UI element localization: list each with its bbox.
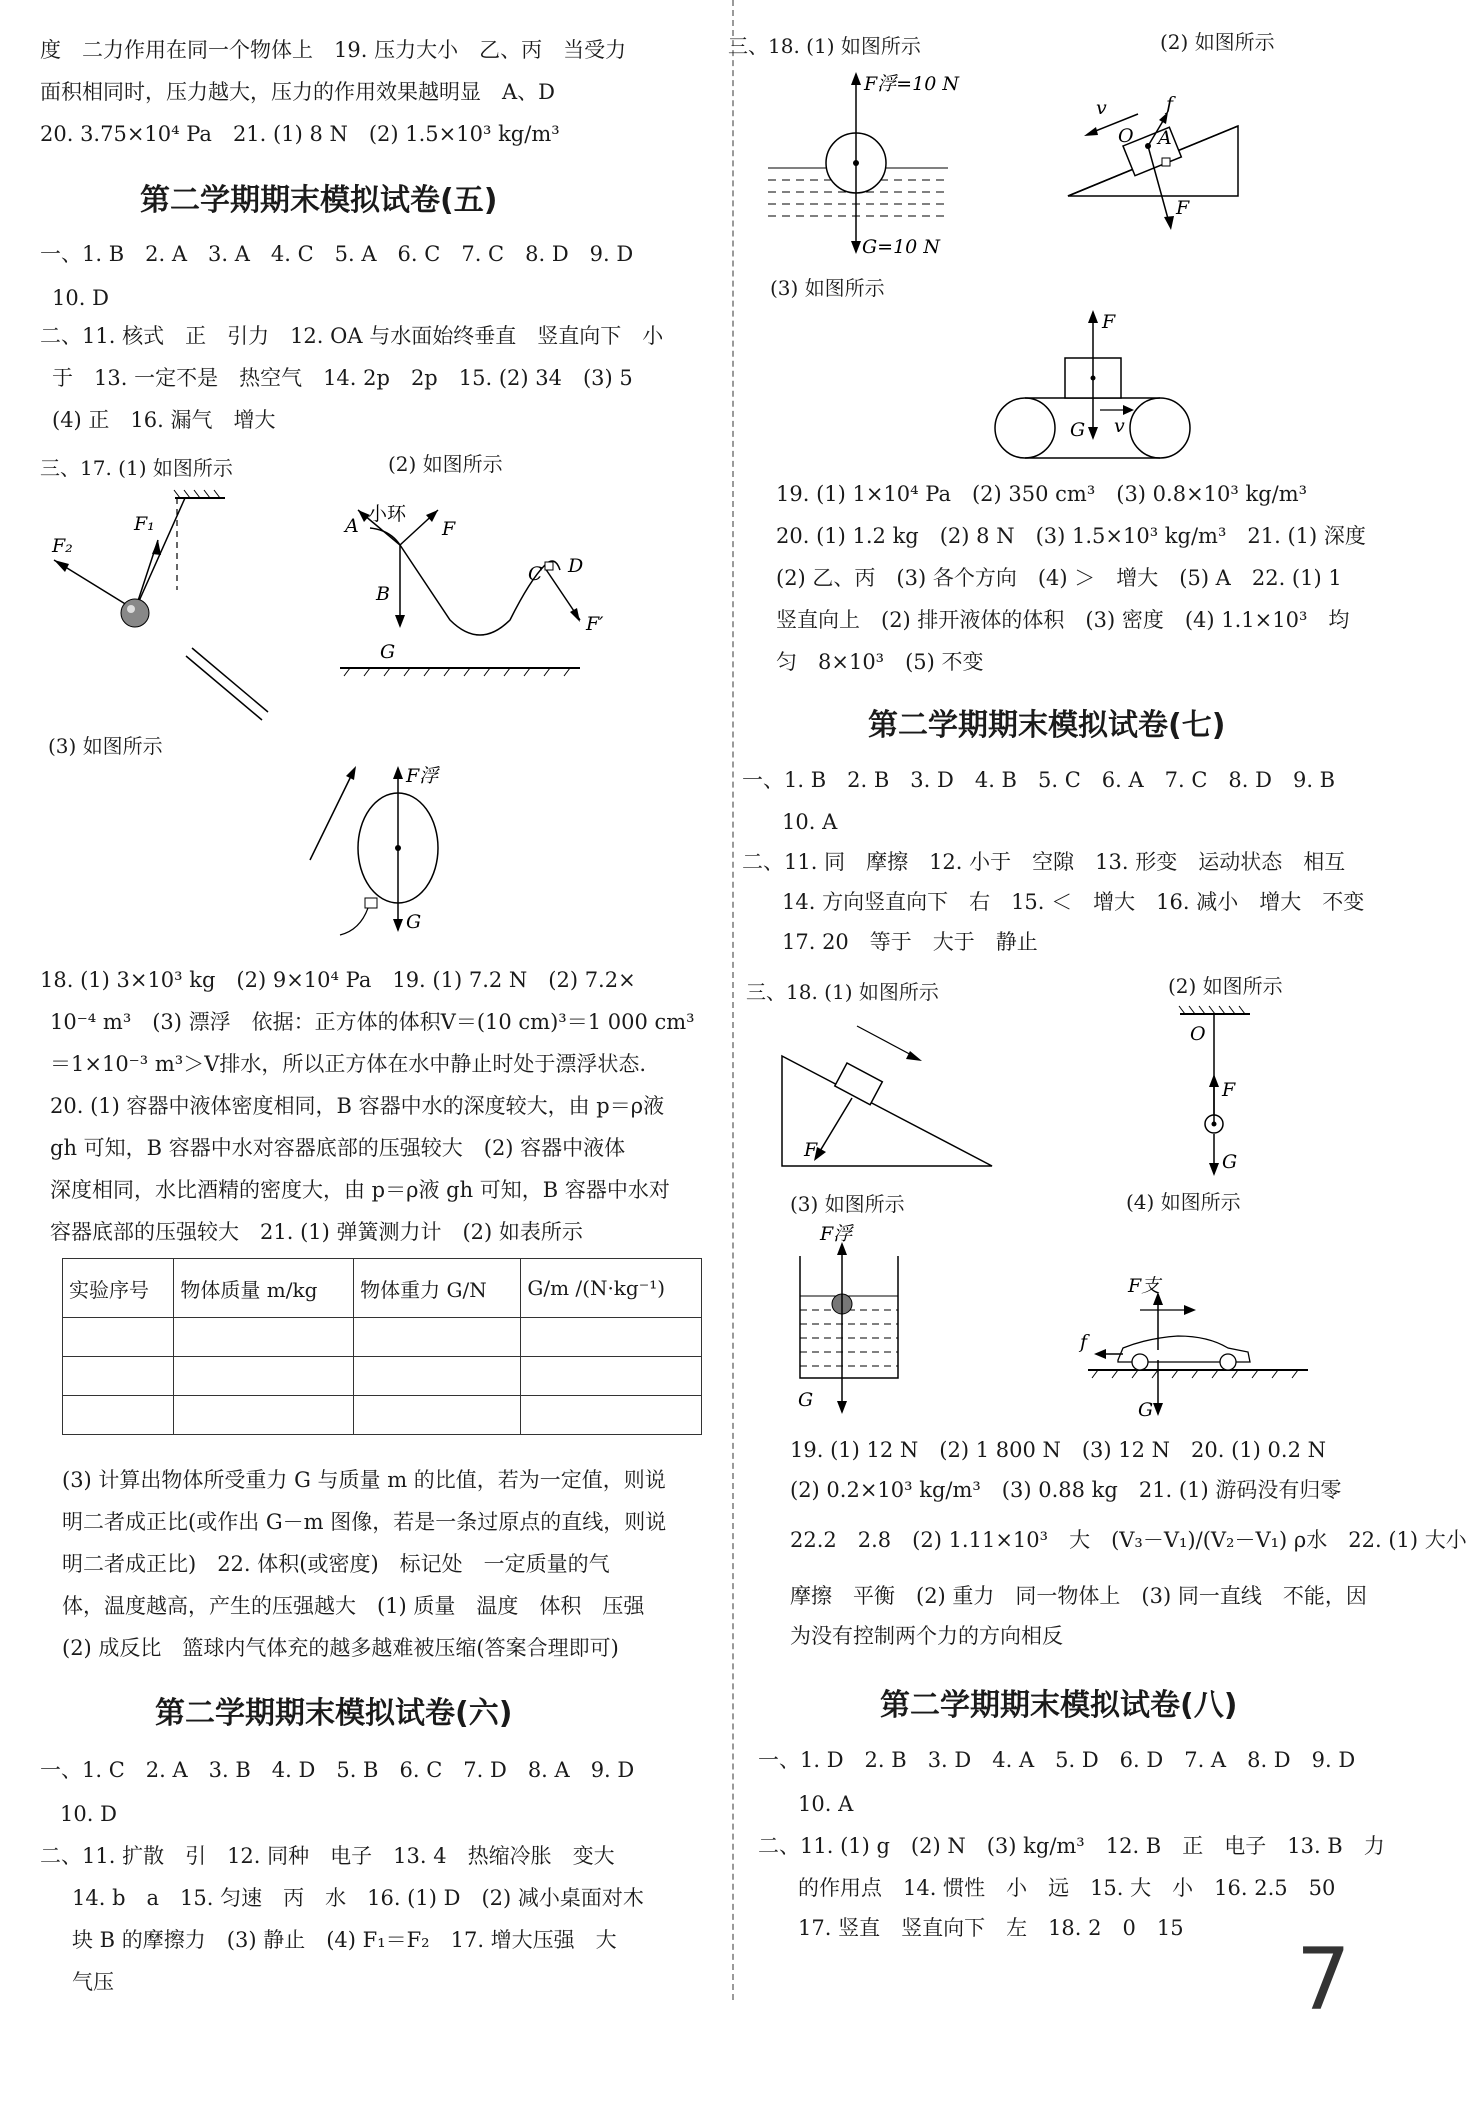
- answer-line: 于 13. 一定不是 热空气 14. 2p 2p 15. (2) 34 (3) 5: [52, 366, 633, 390]
- answer-line: 体，温度越高，产生的压强越大 (1) 质量 温度 体积 压强: [62, 1594, 645, 1618]
- answer-line: (4) 正 16. 漏气 增大: [52, 408, 276, 432]
- figure-7-18-3-beaker: [790, 1223, 930, 1426]
- figure-17-2: [340, 500, 660, 700]
- answer-line: gh 可知，B 容器中水对容器底部的压强较大 (2) 容器中液体: [50, 1136, 626, 1160]
- label-fzhi: F支: [1128, 1275, 1161, 1297]
- answer-line: ＝1×10⁻³ m³＞V排水，所以正方体在水中静止时处于漂浮状态.: [50, 1052, 647, 1076]
- table-header-row: [63, 1259, 702, 1318]
- label-f: F: [1102, 311, 1116, 333]
- figure-18-2-incline-block: [1058, 93, 1318, 256]
- answer-line: 10. A: [782, 810, 838, 834]
- answer-line: 20. 3.75×10⁴ Pa 21. (1) 8 N (2) 1.5×10³ kg/m³: [40, 122, 560, 146]
- answer-line: 块 B 的摩擦力 (3) 静止 (4) F₁＝F₂ 17. 增大压强 大: [72, 1928, 617, 1952]
- caption: (2) 如图所示: [1168, 974, 1283, 998]
- table-row: [63, 1396, 702, 1435]
- label-o: O: [1190, 1023, 1206, 1045]
- answer-line: 明二者成正比(或作出 G－m 图像，若是一条过原点的直线，则说: [62, 1510, 667, 1534]
- table-cell: [63, 1357, 174, 1396]
- figure-17-1: [40, 480, 280, 740]
- label-g: G: [380, 641, 396, 663]
- table-cell: [354, 1318, 521, 1357]
- label-f-small: f: [1080, 1331, 1088, 1353]
- answer-line: 17. 20 等于 大于 静止: [782, 930, 1038, 954]
- answer-line: 17. 竖直 竖直向下 左 18. 2 0 15: [798, 1916, 1184, 1940]
- table-row: [63, 1357, 702, 1396]
- answer-line: 的作用点 14. 惯性 小 远 15. 大 小 16. 2.5 50: [798, 1876, 1336, 1900]
- caption: (2) 如图所示: [388, 452, 503, 476]
- left-column: [40, 0, 720, 2117]
- caption: (3) 如图所示: [790, 1192, 905, 1216]
- label-ffu10: F浮=10 N: [864, 73, 959, 95]
- answer-line: 容器底部的压强较大 21. (1) 弹簧测力计 (2) 如表所示: [50, 1220, 583, 1244]
- caption: 三、18. (1) 如图所示: [728, 34, 921, 58]
- table-cell: [521, 1357, 702, 1396]
- exam8-title: 第二学期期末模拟试卷(八): [880, 1688, 1238, 1723]
- answer-line: 为没有控制两个力的方向相反: [790, 1624, 1063, 1648]
- answer-line: (3) 计算出物体所受重力 G 与质量 m 的比值，若为一定值，则说: [62, 1468, 666, 1492]
- table-cell: [63, 1318, 174, 1357]
- label-ring: 小环: [368, 503, 407, 525]
- answer-line: 深度相同，水比酒精的密度大，由 p＝ρ液 gh 可知，B 容器中水对: [50, 1178, 670, 1202]
- answer-line: 20. (1) 1.2 kg (2) 8 N (3) 1.5×10³ kg/m³ 21. (1) 深度: [776, 524, 1366, 548]
- label-b: B: [376, 583, 390, 605]
- table-cell: [174, 1396, 354, 1435]
- answer-line: 明二者成正比) 22. 体积(或密度) 标记处 一定质量的气: [62, 1552, 610, 1576]
- figure-7-18-1-incline: [782, 1006, 1022, 1176]
- answer-line: 竖直向上 (2) 排开液体的体积 (3) 密度 (4) 1.1×10³ 均: [776, 608, 1350, 632]
- page-number: 7: [1296, 1930, 1351, 2030]
- answer-line: 二、11. 核式 正 引力 12. OA 与水面始终垂直 竖直向下 小: [40, 324, 664, 348]
- caption: (3) 如图所示: [770, 276, 885, 300]
- label-g: G: [1138, 1399, 1154, 1421]
- figure-7-18-4-car: [1078, 1270, 1318, 1430]
- exam7-title: 第二学期期末模拟试卷(七): [868, 708, 1226, 743]
- answer-line: 二、11. (1) g (2) N (3) kg/m³ 12. B 正 电子 13. B 力: [758, 1834, 1385, 1858]
- answer-line: 20. (1) 容器中液体密度相同，B 容器中水的深度较大，由 p＝ρ液: [50, 1094, 665, 1118]
- figure-17-3: [310, 760, 530, 940]
- answer-line: 一、1. D 2. B 3. D 4. A 5. D 6. D 7. A 8. D 9. D: [758, 1748, 1356, 1772]
- label-v: v: [1096, 97, 1107, 119]
- label-f1: F₁: [134, 513, 155, 535]
- figure-18-1-floating-ball: [768, 68, 1028, 268]
- label-f: F: [1222, 1079, 1236, 1101]
- table-header: 实验序号: [63, 1259, 174, 1318]
- table-header: G/m /(N·kg⁻¹): [521, 1259, 702, 1318]
- label-a: A: [345, 515, 359, 537]
- table-row: [63, 1318, 702, 1357]
- label-d: D: [568, 555, 584, 577]
- answer-line: 19. (1) 12 N (2) 1 800 N (3) 12 N 20. (1) 0.2 N: [790, 1438, 1326, 1462]
- label-v: v: [1114, 415, 1125, 437]
- answer-line: (2) 0.2×10³ kg/m³ (3) 0.88 kg 21. (1) 游码没有归零: [790, 1478, 1342, 1502]
- answer-line: 10. D: [60, 1802, 117, 1826]
- label-ffu: F浮: [406, 765, 439, 787]
- caption: 三、17. (1) 如图所示: [40, 456, 233, 480]
- exam5-title: 第二学期期末模拟试卷(五): [140, 183, 498, 218]
- label-ffu: F浮: [820, 1223, 853, 1245]
- exam6-title: 第二学期期末模拟试卷(六): [155, 1696, 513, 1731]
- answer-line: 一、1. B 2. A 3. A 4. C 5. A 6. C 7. C 8. D 9. D: [40, 242, 634, 266]
- figure-18-3-conveyor: [980, 306, 1220, 486]
- answer-line: 一、1. B 2. B 3. D 4. B 5. C 6. A 7. C 8. D 9. B: [742, 768, 1336, 792]
- caption: (4) 如图所示: [1126, 1190, 1241, 1214]
- table-cell: [521, 1318, 702, 1357]
- label-a: A: [1158, 127, 1172, 149]
- answer-line: 19. (1) 1×10⁴ Pa (2) 350 cm³ (3) 0.8×10³ kg/m³: [776, 482, 1308, 506]
- answer-line: 度 二力作用在同一个物体上 19. 压力大小 乙、丙 当受力: [40, 38, 627, 62]
- label-f-small: f: [1166, 93, 1174, 115]
- answer-line: 10. A: [798, 1792, 854, 1816]
- label-g10: G=10 N: [862, 236, 940, 258]
- label-f: F: [804, 1139, 818, 1161]
- table-cell: [354, 1357, 521, 1396]
- label-c: C: [528, 563, 543, 585]
- answer-line: 22.2 2.8 (2) 1.11×10³ 大 (V₃－V₁)/(V₂－V₁) ρ水 22. (1) 大小: [790, 1528, 1467, 1552]
- table-cell: [63, 1396, 174, 1435]
- answer-line: 14. 方向竖直向下 右 15. ＜ 增大 16. 减小 增大 不变: [782, 890, 1365, 914]
- table-header: 物体重力 G/N: [354, 1259, 521, 1318]
- label-g: G: [1222, 1151, 1238, 1173]
- answer-line: (2) 成反比 篮球内气体充的越多越难被压缩(答案合理即可): [62, 1636, 619, 1660]
- table-cell: [174, 1357, 354, 1396]
- caption: (3) 如图所示: [48, 734, 163, 758]
- caption: (2) 如图所示: [1160, 30, 1275, 54]
- table-cell: [354, 1396, 521, 1435]
- answer-line: 14. b a 15. 匀速 丙 水 16. (1) D (2) 减小桌面对木: [72, 1886, 644, 1910]
- answer-line: (2) 乙、丙 (3) 各个方向 (4) ＞ 增大 (5) A 22. (1) 1: [776, 566, 1342, 590]
- answer-line: 二、11. 同 摩擦 12. 小于 空隙 13. 形变 运动状态 相互: [742, 850, 1346, 874]
- answer-line: 一、1. C 2. A 3. B 4. D 5. B 6. C 7. D 8. A 9. D: [40, 1758, 635, 1782]
- label-g: G: [1070, 419, 1086, 441]
- answer-line: 面积相同时，压力越大，压力的作用效果越明显 A、D: [40, 80, 556, 104]
- answer-line: 气压: [72, 1970, 114, 1994]
- caption: 三、18. (1) 如图所示: [746, 980, 939, 1004]
- label-g: G: [798, 1389, 814, 1411]
- table-cell: [521, 1396, 702, 1435]
- table-cell: [174, 1318, 354, 1357]
- label-f-prime: F′: [586, 613, 604, 635]
- answer-line: 摩擦 平衡 (2) 重力 同一物体上 (3) 同一直线 不能，因: [790, 1584, 1367, 1608]
- answer-line: 10⁻⁴ m³ (3) 漂浮 依据：正方体的体积V＝(10 cm)³＝1 000 cm³: [50, 1010, 695, 1034]
- answer-line: 18. (1) 3×10³ kg (2) 9×10⁴ Pa 19. (1) 7.2 N (2) 7.2×: [40, 968, 636, 992]
- answer-line: 匀 8×10³ (5) 不变: [776, 650, 984, 674]
- right-column: [728, 0, 1467, 2117]
- label-f: F: [442, 518, 456, 540]
- answer-line: 10. D: [52, 286, 109, 310]
- label-f2: F₂: [52, 535, 73, 557]
- label-o: O: [1118, 125, 1134, 147]
- figure-7-18-2-pendulum: [1160, 1006, 1280, 1186]
- table-header: 物体质量 m/kg: [174, 1259, 354, 1318]
- label-f: F: [1176, 197, 1190, 219]
- answer-line: 二、11. 扩散 引 12. 同种 电子 13. 4 热缩冷胀 变大: [40, 1844, 615, 1868]
- label-g: G: [406, 911, 422, 933]
- experiment-table: [62, 1258, 702, 1435]
